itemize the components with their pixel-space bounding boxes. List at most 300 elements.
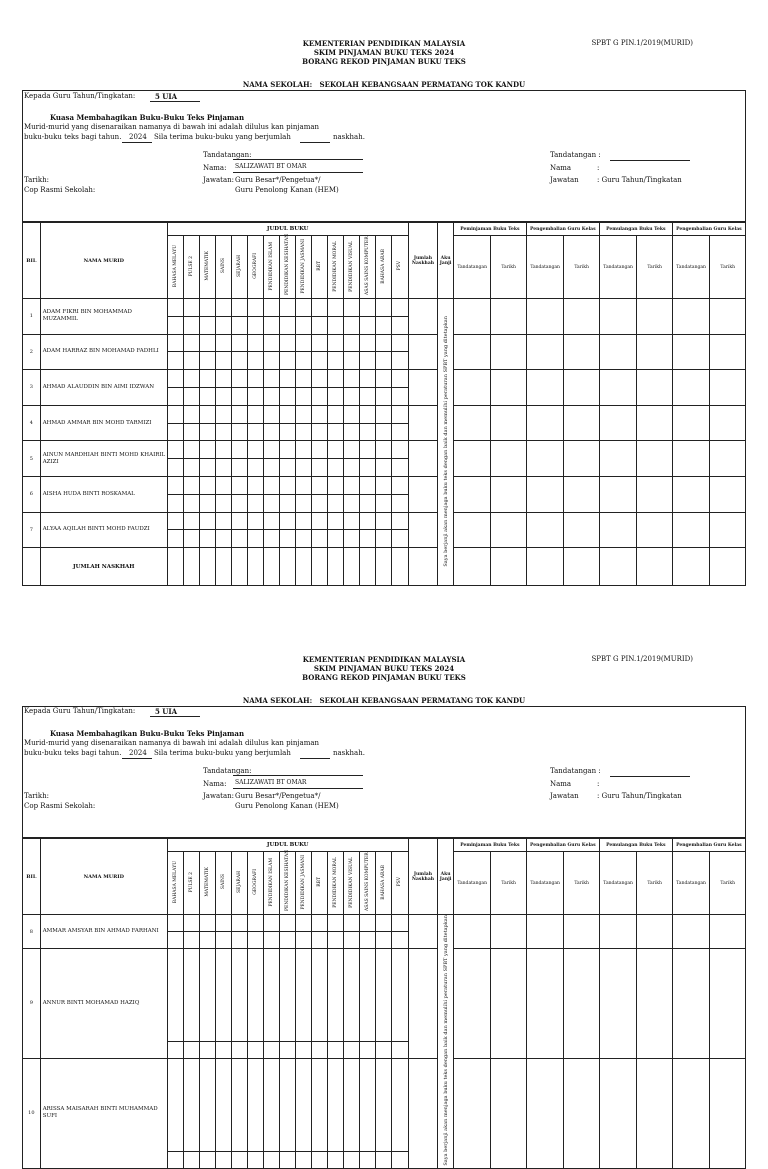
book-check-cell[interactable] (264, 476, 280, 494)
date-cell[interactable] (710, 1058, 746, 1168)
book-check-cell[interactable] (312, 387, 328, 405)
book-check-cell[interactable] (215, 512, 231, 530)
book-check-cell[interactable] (392, 915, 408, 932)
total-cell[interactable] (232, 548, 248, 586)
total-cell[interactable] (344, 548, 360, 586)
signature-cell[interactable] (599, 915, 637, 949)
date-cell[interactable] (491, 370, 526, 406)
date-cell[interactable] (710, 476, 746, 512)
signature-cell[interactable] (453, 405, 491, 441)
signature-cell[interactable] (599, 512, 637, 548)
book-check-cell[interactable] (328, 423, 344, 441)
signature-cell[interactable] (672, 949, 710, 1059)
book-check-cell[interactable] (296, 423, 312, 441)
book-check-cell[interactable] (328, 494, 344, 512)
book-check-cell[interactable] (232, 1041, 248, 1058)
book-check-cell[interactable] (232, 476, 248, 494)
signature-cell[interactable] (672, 299, 710, 335)
book-check-cell[interactable] (248, 1041, 264, 1058)
book-check-cell[interactable] (215, 494, 231, 512)
book-check-cell[interactable] (167, 530, 183, 548)
total-cell[interactable] (167, 548, 183, 586)
book-check-cell[interactable] (296, 370, 312, 388)
book-check-cell[interactable] (296, 494, 312, 512)
book-check-cell[interactable] (376, 352, 392, 370)
book-check-cell[interactable] (248, 370, 264, 388)
total-copies-cell[interactable] (408, 299, 438, 335)
book-check-cell[interactable] (232, 405, 248, 423)
book-check-cell[interactable] (344, 932, 360, 949)
book-check-cell[interactable] (167, 334, 183, 352)
signature-cell[interactable] (526, 1058, 564, 1168)
book-check-cell[interactable] (328, 316, 344, 334)
book-check-cell[interactable] (183, 1041, 199, 1058)
book-check-cell[interactable] (392, 441, 408, 459)
book-check-cell[interactable] (360, 512, 376, 530)
book-check-cell[interactable] (264, 299, 280, 317)
signature-cell[interactable] (453, 949, 491, 1059)
book-check-cell[interactable] (215, 459, 231, 477)
date-cell[interactable] (710, 512, 746, 548)
book-check-cell[interactable] (376, 405, 392, 423)
book-check-cell[interactable] (199, 316, 215, 334)
book-check-cell[interactable] (360, 441, 376, 459)
book-check-cell[interactable] (312, 370, 328, 388)
date-cell[interactable] (564, 512, 599, 548)
book-check-cell[interactable] (328, 352, 344, 370)
book-check-cell[interactable] (344, 441, 360, 459)
book-check-cell[interactable] (183, 530, 199, 548)
book-check-cell[interactable] (344, 352, 360, 370)
date-cell[interactable] (564, 949, 599, 1059)
date-cell[interactable] (710, 405, 746, 441)
book-check-cell[interactable] (296, 512, 312, 530)
book-check-cell[interactable] (344, 476, 360, 494)
book-check-cell[interactable] (183, 352, 199, 370)
book-check-cell[interactable] (312, 441, 328, 459)
book-check-cell[interactable] (376, 459, 392, 477)
book-check-cell[interactable] (296, 334, 312, 352)
book-check-cell[interactable] (248, 334, 264, 352)
book-check-cell[interactable] (264, 932, 280, 949)
book-check-cell[interactable] (264, 1041, 280, 1058)
book-check-cell[interactable] (183, 334, 199, 352)
book-check-cell[interactable] (264, 1151, 280, 1168)
book-check-cell[interactable] (167, 1151, 183, 1168)
book-check-cell[interactable] (312, 494, 328, 512)
book-check-cell[interactable] (199, 441, 215, 459)
book-check-cell[interactable] (296, 476, 312, 494)
total-cell[interactable] (392, 548, 408, 586)
book-check-cell[interactable] (280, 334, 296, 352)
book-check-cell[interactable] (376, 476, 392, 494)
book-check-cell[interactable] (199, 334, 215, 352)
book-check-cell[interactable] (183, 459, 199, 477)
date-cell[interactable] (491, 1058, 526, 1168)
book-check-cell[interactable] (280, 299, 296, 317)
book-check-cell[interactable] (167, 476, 183, 494)
book-check-cell[interactable] (376, 299, 392, 317)
signature-cell[interactable] (672, 441, 710, 477)
book-check-cell[interactable] (328, 932, 344, 949)
signature-cell[interactable] (453, 1058, 491, 1168)
total-cell[interactable] (199, 548, 215, 586)
book-check-cell[interactable] (328, 405, 344, 423)
book-check-cell[interactable] (360, 1058, 376, 1151)
book-check-cell[interactable] (360, 530, 376, 548)
book-check-cell[interactable] (199, 1041, 215, 1058)
book-check-cell[interactable] (167, 299, 183, 317)
date-cell[interactable] (491, 949, 526, 1059)
book-check-cell[interactable] (232, 915, 248, 932)
book-check-cell[interactable] (328, 441, 344, 459)
date-cell[interactable] (637, 441, 672, 477)
book-check-cell[interactable] (232, 334, 248, 352)
book-check-cell[interactable] (264, 441, 280, 459)
book-check-cell[interactable] (248, 949, 264, 1042)
book-check-cell[interactable] (280, 915, 296, 932)
total-cell[interactable] (312, 548, 328, 586)
book-check-cell[interactable] (232, 1151, 248, 1168)
book-check-cell[interactable] (312, 530, 328, 548)
book-check-cell[interactable] (280, 476, 296, 494)
date-cell[interactable] (637, 949, 672, 1059)
book-check-cell[interactable] (183, 405, 199, 423)
book-check-cell[interactable] (232, 1058, 248, 1151)
book-check-cell[interactable] (215, 441, 231, 459)
book-check-cell[interactable] (376, 441, 392, 459)
book-check-cell[interactable] (167, 1058, 183, 1151)
book-check-cell[interactable] (183, 932, 199, 949)
book-check-cell[interactable] (280, 387, 296, 405)
book-check-cell[interactable] (280, 459, 296, 477)
book-check-cell[interactable] (232, 932, 248, 949)
book-check-cell[interactable] (280, 1151, 296, 1168)
signature-cell[interactable] (599, 299, 637, 335)
total-copies-cell[interactable] (408, 949, 438, 1059)
book-check-cell[interactable] (264, 370, 280, 388)
book-check-cell[interactable] (215, 405, 231, 423)
book-check-cell[interactable] (183, 423, 199, 441)
total-cell[interactable] (328, 548, 344, 586)
book-check-cell[interactable] (392, 316, 408, 334)
book-check-cell[interactable] (199, 1151, 215, 1168)
date-cell[interactable] (491, 299, 526, 335)
signature-cell[interactable] (672, 512, 710, 548)
book-check-cell[interactable] (167, 441, 183, 459)
book-check-cell[interactable] (215, 316, 231, 334)
book-check-cell[interactable] (328, 299, 344, 317)
signature-cell[interactable] (453, 512, 491, 548)
book-check-cell[interactable] (296, 316, 312, 334)
book-check-cell[interactable] (167, 512, 183, 530)
book-check-cell[interactable] (199, 1058, 215, 1151)
book-check-cell[interactable] (232, 423, 248, 441)
book-check-cell[interactable] (167, 387, 183, 405)
total-copies-cell[interactable] (408, 915, 438, 949)
total-cell[interactable] (360, 548, 376, 586)
book-check-cell[interactable] (296, 932, 312, 949)
book-check-cell[interactable] (232, 370, 248, 388)
book-check-cell[interactable] (248, 387, 264, 405)
book-check-cell[interactable] (296, 387, 312, 405)
total-sign-cell[interactable] (491, 548, 526, 586)
signature-cell[interactable] (599, 370, 637, 406)
total-copies-cell[interactable] (408, 441, 438, 477)
book-check-cell[interactable] (312, 459, 328, 477)
book-check-cell[interactable] (312, 1151, 328, 1168)
book-check-cell[interactable] (392, 352, 408, 370)
book-check-cell[interactable] (183, 441, 199, 459)
book-check-cell[interactable] (183, 949, 199, 1042)
total-sign-cell[interactable] (453, 548, 491, 586)
date-cell[interactable] (637, 1058, 672, 1168)
book-check-cell[interactable] (296, 915, 312, 932)
book-check-cell[interactable] (392, 494, 408, 512)
book-check-cell[interactable] (167, 915, 183, 932)
book-check-cell[interactable] (232, 494, 248, 512)
book-check-cell[interactable] (215, 476, 231, 494)
book-check-cell[interactable] (360, 915, 376, 932)
total-copies-cell[interactable] (408, 512, 438, 548)
book-check-cell[interactable] (296, 299, 312, 317)
book-check-cell[interactable] (344, 949, 360, 1042)
book-check-cell[interactable] (183, 915, 199, 932)
book-check-cell[interactable] (392, 1041, 408, 1058)
book-check-cell[interactable] (167, 1041, 183, 1058)
book-check-cell[interactable] (199, 915, 215, 932)
book-check-cell[interactable] (232, 530, 248, 548)
book-check-cell[interactable] (199, 299, 215, 317)
date-cell[interactable] (564, 915, 599, 949)
book-check-cell[interactable] (280, 441, 296, 459)
book-check-cell[interactable] (280, 370, 296, 388)
book-check-cell[interactable] (248, 299, 264, 317)
book-check-cell[interactable] (392, 1058, 408, 1151)
total-cell[interactable] (264, 548, 280, 586)
book-check-cell[interactable] (248, 1151, 264, 1168)
book-check-cell[interactable] (376, 387, 392, 405)
book-check-cell[interactable] (232, 316, 248, 334)
total-cell[interactable] (376, 548, 392, 586)
book-check-cell[interactable] (392, 530, 408, 548)
book-check-cell[interactable] (280, 494, 296, 512)
book-check-cell[interactable] (183, 512, 199, 530)
book-check-cell[interactable] (232, 512, 248, 530)
book-check-cell[interactable] (312, 476, 328, 494)
date-cell[interactable] (491, 334, 526, 370)
date-cell[interactable] (710, 915, 746, 949)
book-check-cell[interactable] (376, 1058, 392, 1151)
book-check-cell[interactable] (392, 405, 408, 423)
book-check-cell[interactable] (344, 334, 360, 352)
book-check-cell[interactable] (215, 334, 231, 352)
book-check-cell[interactable] (344, 494, 360, 512)
signature-cell[interactable] (453, 370, 491, 406)
total-copies-cell[interactable] (408, 334, 438, 370)
book-check-cell[interactable] (344, 1041, 360, 1058)
signature-cell[interactable] (599, 441, 637, 477)
book-check-cell[interactable] (328, 1058, 344, 1151)
book-check-cell[interactable] (344, 459, 360, 477)
book-check-cell[interactable] (328, 387, 344, 405)
book-check-cell[interactable] (248, 915, 264, 932)
book-check-cell[interactable] (232, 387, 248, 405)
total-cell[interactable] (296, 548, 312, 586)
book-check-cell[interactable] (312, 405, 328, 423)
book-check-cell[interactable] (199, 352, 215, 370)
total-sign-cell[interactable] (599, 548, 637, 586)
signature-cell[interactable] (599, 1058, 637, 1168)
book-check-cell[interactable] (215, 387, 231, 405)
date-cell[interactable] (637, 915, 672, 949)
book-check-cell[interactable] (376, 932, 392, 949)
book-check-cell[interactable] (167, 494, 183, 512)
total-sign-cell[interactable] (637, 548, 672, 586)
book-check-cell[interactable] (232, 299, 248, 317)
book-check-cell[interactable] (360, 459, 376, 477)
book-check-cell[interactable] (199, 423, 215, 441)
book-check-cell[interactable] (344, 423, 360, 441)
signature-cell[interactable] (526, 441, 564, 477)
book-check-cell[interactable] (312, 1058, 328, 1151)
book-check-cell[interactable] (199, 387, 215, 405)
book-check-cell[interactable] (215, 932, 231, 949)
date-cell[interactable] (491, 512, 526, 548)
book-check-cell[interactable] (280, 1058, 296, 1151)
book-check-cell[interactable] (167, 370, 183, 388)
date-cell[interactable] (564, 441, 599, 477)
book-check-cell[interactable] (280, 949, 296, 1042)
book-check-cell[interactable] (264, 405, 280, 423)
book-check-cell[interactable] (392, 387, 408, 405)
book-check-cell[interactable] (167, 459, 183, 477)
book-check-cell[interactable] (328, 334, 344, 352)
book-check-cell[interactable] (215, 1058, 231, 1151)
book-check-cell[interactable] (215, 915, 231, 932)
book-check-cell[interactable] (344, 370, 360, 388)
book-check-cell[interactable] (296, 1041, 312, 1058)
signature-cell[interactable] (453, 441, 491, 477)
book-check-cell[interactable] (392, 459, 408, 477)
book-check-cell[interactable] (344, 512, 360, 530)
book-check-cell[interactable] (280, 352, 296, 370)
book-check-cell[interactable] (264, 512, 280, 530)
book-check-cell[interactable] (392, 1151, 408, 1168)
book-check-cell[interactable] (183, 387, 199, 405)
total-cell[interactable] (215, 548, 231, 586)
signature-cell[interactable] (599, 476, 637, 512)
book-check-cell[interactable] (167, 405, 183, 423)
book-check-cell[interactable] (167, 423, 183, 441)
book-check-cell[interactable] (312, 915, 328, 932)
date-cell[interactable] (637, 476, 672, 512)
book-check-cell[interactable] (183, 1151, 199, 1168)
book-check-cell[interactable] (360, 299, 376, 317)
book-check-cell[interactable] (328, 949, 344, 1042)
book-check-cell[interactable] (376, 530, 392, 548)
book-check-cell[interactable] (248, 316, 264, 334)
book-check-cell[interactable] (248, 530, 264, 548)
book-check-cell[interactable] (344, 1058, 360, 1151)
book-check-cell[interactable] (248, 932, 264, 949)
book-check-cell[interactable] (280, 423, 296, 441)
date-cell[interactable] (710, 949, 746, 1059)
book-check-cell[interactable] (328, 1041, 344, 1058)
book-check-cell[interactable] (183, 370, 199, 388)
book-check-cell[interactable] (264, 423, 280, 441)
book-check-cell[interactable] (199, 405, 215, 423)
book-check-cell[interactable] (248, 476, 264, 494)
book-check-cell[interactable] (392, 299, 408, 317)
date-cell[interactable] (710, 370, 746, 406)
book-check-cell[interactable] (296, 949, 312, 1042)
book-check-cell[interactable] (360, 1151, 376, 1168)
book-check-cell[interactable] (392, 512, 408, 530)
book-check-cell[interactable] (360, 405, 376, 423)
book-check-cell[interactable] (264, 494, 280, 512)
book-check-cell[interactable] (199, 512, 215, 530)
book-check-cell[interactable] (328, 476, 344, 494)
book-check-cell[interactable] (232, 352, 248, 370)
book-check-cell[interactable] (360, 352, 376, 370)
date-cell[interactable] (564, 476, 599, 512)
date-cell[interactable] (564, 405, 599, 441)
total-copies-cell[interactable] (408, 370, 438, 406)
book-check-cell[interactable] (376, 1151, 392, 1168)
book-check-cell[interactable] (360, 476, 376, 494)
book-check-cell[interactable] (167, 949, 183, 1042)
book-check-cell[interactable] (392, 949, 408, 1042)
book-check-cell[interactable] (344, 299, 360, 317)
book-check-cell[interactable] (344, 387, 360, 405)
signature-cell[interactable] (672, 370, 710, 406)
date-cell[interactable] (637, 512, 672, 548)
book-check-cell[interactable] (376, 423, 392, 441)
total-sign-cell[interactable] (672, 548, 710, 586)
book-check-cell[interactable] (264, 459, 280, 477)
date-cell[interactable] (637, 405, 672, 441)
book-check-cell[interactable] (215, 1041, 231, 1058)
book-check-cell[interactable] (312, 299, 328, 317)
book-check-cell[interactable] (199, 370, 215, 388)
book-check-cell[interactable] (376, 949, 392, 1042)
book-check-cell[interactable] (312, 512, 328, 530)
signature-cell[interactable] (526, 370, 564, 406)
signature-cell[interactable] (453, 334, 491, 370)
book-check-cell[interactable] (199, 494, 215, 512)
book-check-cell[interactable] (183, 299, 199, 317)
date-cell[interactable] (637, 299, 672, 335)
book-check-cell[interactable] (248, 352, 264, 370)
book-check-cell[interactable] (376, 334, 392, 352)
book-check-cell[interactable] (328, 915, 344, 932)
book-check-cell[interactable] (312, 932, 328, 949)
book-check-cell[interactable] (215, 370, 231, 388)
date-cell[interactable] (710, 441, 746, 477)
book-check-cell[interactable] (376, 370, 392, 388)
book-check-cell[interactable] (376, 915, 392, 932)
book-check-cell[interactable] (376, 494, 392, 512)
book-check-cell[interactable] (392, 932, 408, 949)
total-cell[interactable] (248, 548, 264, 586)
book-check-cell[interactable] (376, 1041, 392, 1058)
signature-cell[interactable] (526, 949, 564, 1059)
signature-cell[interactable] (526, 512, 564, 548)
date-cell[interactable] (564, 370, 599, 406)
book-check-cell[interactable] (376, 316, 392, 334)
book-check-cell[interactable] (215, 530, 231, 548)
